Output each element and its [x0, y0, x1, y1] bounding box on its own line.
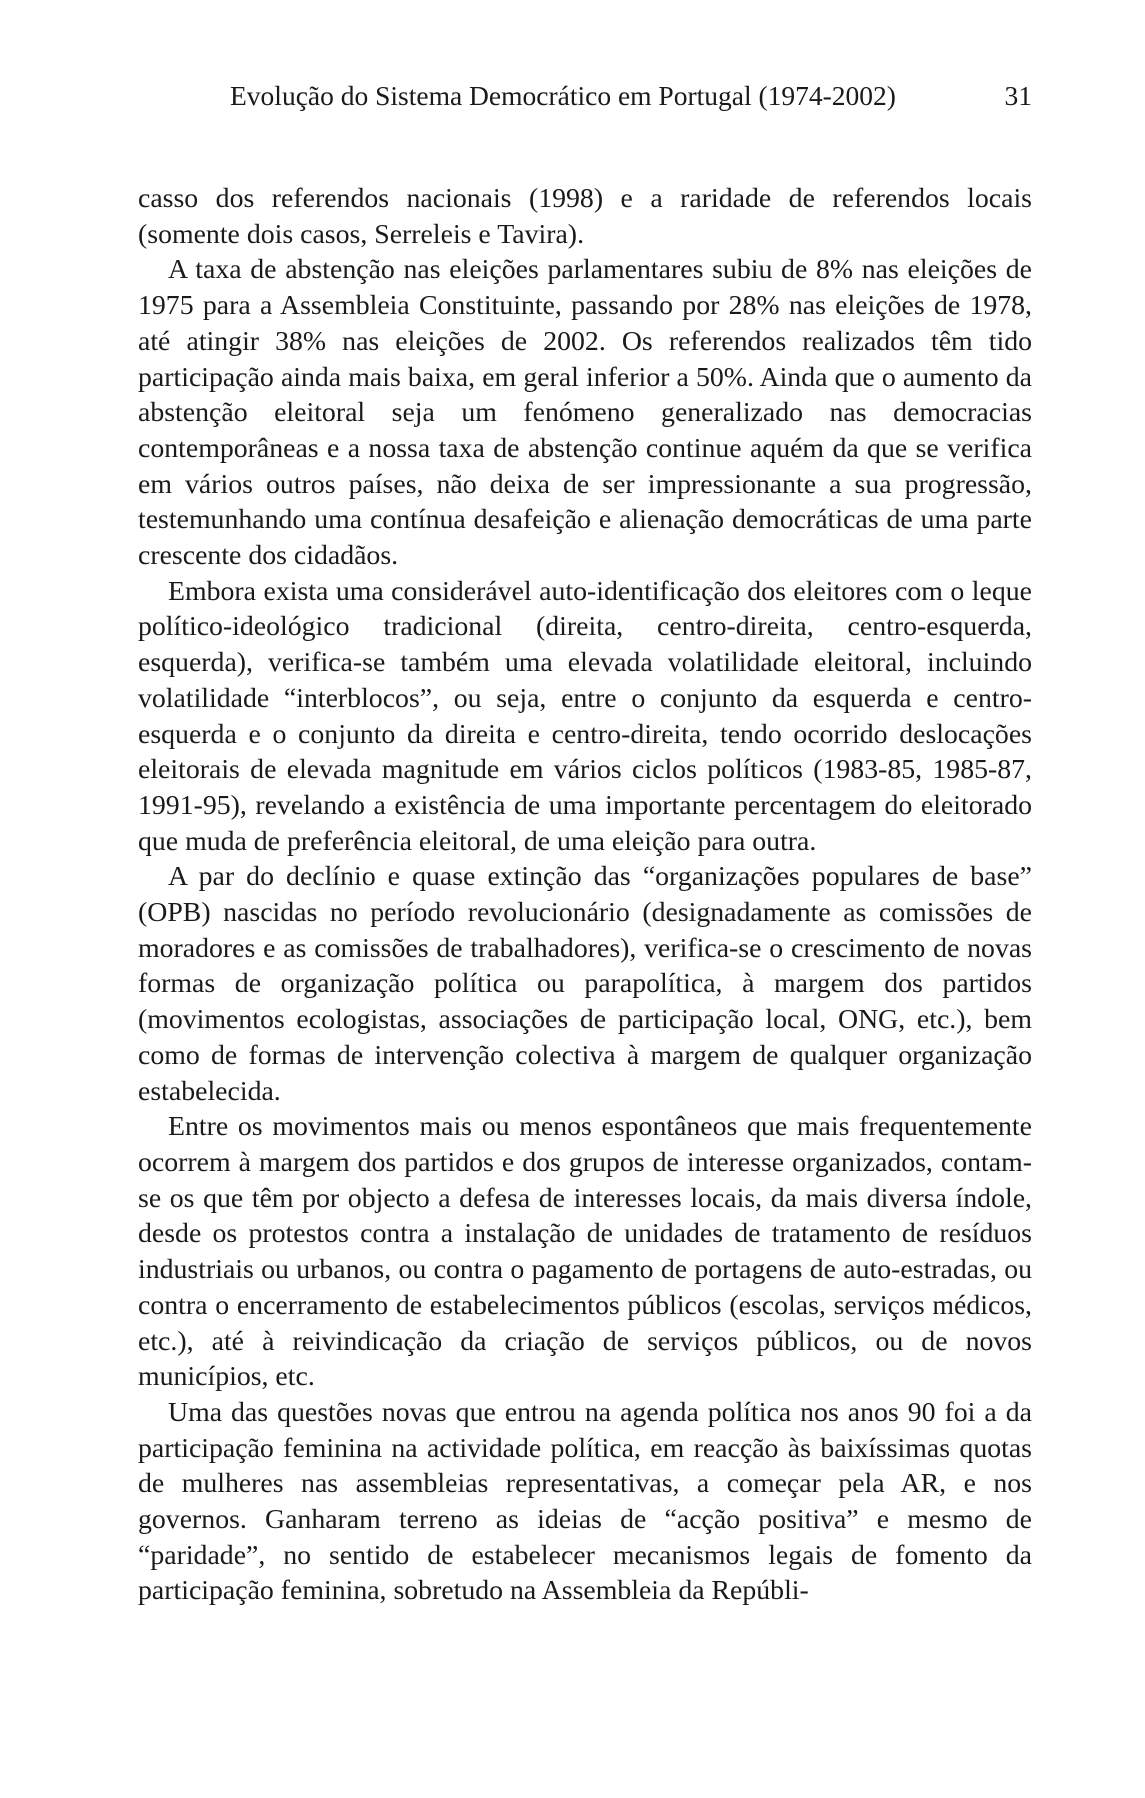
body-text — [138, 181, 1032, 1609]
paragraph-abstention: A taxa de abstenção nas eleições parlamentares subiu de 8% nas eleições de 1975 para a Assembleia Constituinte, passando por 28% nas eleições de 1978, até atingir 38% nas eleições de 2002. Os referendos realizados têm tido participação ainda mais baixa, em geral inferior a 50%. Ainda que o aumento da abstenção eleitoral seja um fenómeno generalizado nas democracias contemporâneas e a nossa taxa de abstenção continue aquém da que se verifica em vários outros países, não deixa de ser impressionante a sua progressão, testemunhando uma contínua desafeição e alienação democráticas de uma parte crescente dos cidadãos. — [138, 254, 1032, 572]
paragraph-volatility: Embora exista uma considerável auto-identificação dos eleitores com o leque político-ideológico tradicional (direita, centro-direita, centro-esquerda, esquerda), verifica-se também uma elevada volatilidade eleitoral, incluindo volatilidade “interblocos”, ou seja, entre o conjunto da esquerda e centro-esquerda e o conjunto da direita e centro-direita, tendo ocorrido deslocações eleitorais de elevada magnitude em vários ciclos políticos (1983-85, 1985-87, 1991-95), revelando a existência de uma importante percentagem do eleitorado que muda de preferência eleitoral, de uma eleição para outra. — [138, 575, 1032, 857]
page-number: 31 — [1004, 80, 1032, 111]
paragraph-continued: casso dos referendos nacionais (1998) e a raridade de referendos locais (somente dois casos, Serreleis e Tavira). — [138, 183, 1032, 250]
paragraph-female-participation: Uma das questões novas que entrou na agenda política nos anos 90 foi a da participação feminina na actividade política, em reacção às baixíssimas quotas de mulheres nas assembleias representativas, a começar pela AR, e nos governos. Ganharam terreno as ideias de “acção positiva” e mesmo de “paridade”, no sentido de estabelecer mecanismos legais de fomento da participação feminina, sobretudo na Assembleia da Repúbli- — [138, 1396, 1032, 1607]
paragraph-organizations: A par do declínio e quase extinção das “organizações populares de base” (OPB) nascidas no período revolucionário (designadamente as comissões de moradores e as comissões de trabalhadores), verifica-se o crescimento de novas formas de organização política ou parapolítica, à margem dos partidos (movimentos ecologistas, associações de participação local, ONG, etc.), bem como de formas de intervenção colectiva à margem de qualquer organização estabelecida. — [138, 861, 1032, 1107]
paragraph-movements: Entre os movimentos mais ou menos espontâneos que mais frequentemente ocorrem à margem dos partidos e dos grupos de interesse organizados, contam-se os que têm por objecto a defesa de interesses locais, da mais diversa índole, desde os protestos contra a instalação de unidades de tratamento de resíduos industriais ou urbanos, ou contra o pagamento de portagens de auto-estradas, ou contra o encerramento de estabelecimentos públicos (escolas, serviços médicos, etc.), até à reivindicação da criação de serviços públicos, ou de novos municípios, etc. — [138, 1111, 1032, 1393]
running-header — [138, 78, 1032, 114]
running-title: Evolução do Sistema Democrático em Portugal (1974-2002) — [230, 80, 896, 111]
